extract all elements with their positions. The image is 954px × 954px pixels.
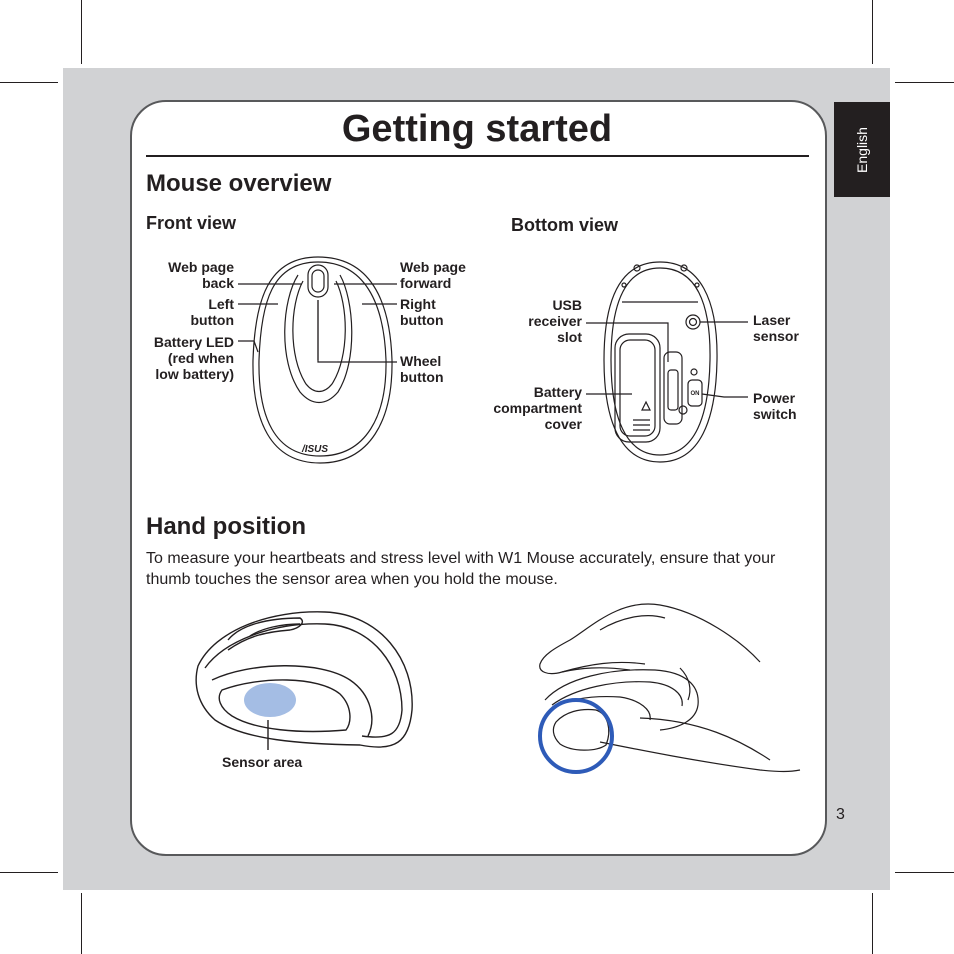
label-web-page-back: Web page back — [168, 259, 234, 291]
label-right-button: Right button — [400, 296, 444, 328]
front-view-mouse-illustration — [238, 257, 397, 463]
page-title: Getting started — [341, 108, 613, 150]
label-laser-sensor: Laser sensor — [753, 312, 799, 344]
label-left-button: Left button — [190, 296, 234, 328]
section-heading-mouse-overview: Mouse overview — [146, 170, 332, 197]
side-mouse-illustration — [196, 612, 412, 750]
brand-logo: /ISUS — [301, 444, 329, 455]
language-tab-label: English — [854, 126, 870, 173]
label-sensor-area: Sensor area — [222, 754, 303, 770]
label-wheel-button: Wheel button — [400, 353, 444, 385]
label-web-page-forward: Web page forward — [400, 259, 466, 291]
bottom-view-mouse-illustration — [586, 262, 748, 462]
power-switch-on-text: ON — [690, 391, 700, 397]
front-view-heading: Front view — [146, 213, 237, 233]
section-heading-hand-position: Hand position — [146, 513, 306, 540]
label-power-switch: Power switch — [753, 390, 797, 422]
hand-holding-mouse-illustration — [540, 604, 800, 772]
hand-position-instructions: To measure your heartbeats and stress level with W1 Mouse accurately, ensure that your thumb touches the sensor area when you hold the mouse. — [146, 550, 776, 588]
label-battery-compartment-cover: Battery compartment cover — [493, 384, 582, 432]
page-number: 3 — [836, 806, 845, 823]
bottom-view-heading: Bottom view — [511, 215, 619, 235]
sensor-area-highlight — [244, 683, 296, 717]
label-battery-led: Battery LED (red when low battery) — [153, 334, 234, 382]
label-usb-receiver-slot: USB receiver slot — [528, 297, 582, 345]
